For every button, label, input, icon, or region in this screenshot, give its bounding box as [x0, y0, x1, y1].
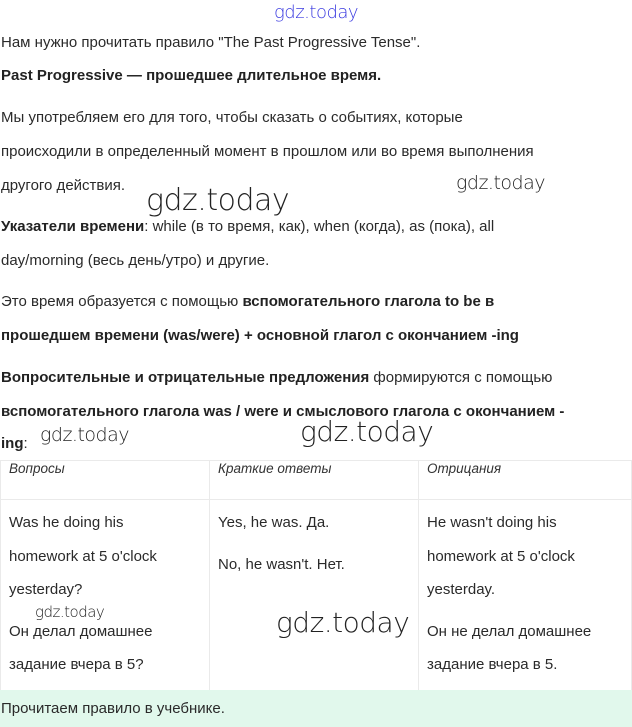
- heading-text: Past Progressive — прошедшее длительное время.: [1, 67, 382, 84]
- table-row: [1, 500, 632, 696]
- cell-question: [1, 500, 210, 696]
- paragraph: Мы употребляем его для того, чтобы сказать о событиях, которые: [1, 109, 463, 126]
- cell-line: задание вчера в 5.: [427, 656, 558, 673]
- bold-text: Вопросительные и отрицательные предложения: [1, 369, 370, 386]
- paragraph: [1, 217, 494, 237]
- bold-text: прошедшем времени (was/were) + основной глагол с окончанием -ing: [1, 327, 519, 344]
- text: Это время образуется с помощью: [1, 293, 243, 310]
- paragraph: [1, 434, 28, 454]
- cell-negative: [419, 500, 632, 696]
- paragraph: Нам нужно прочитать правило "The Past Progressive Tense".: [1, 34, 421, 51]
- watermark: gdz.today: [300, 415, 434, 448]
- table-header-row: [1, 461, 632, 500]
- watermark: gdz.today: [40, 424, 129, 446]
- header-questions: Вопросы: [1, 461, 210, 500]
- paragraph: [1, 402, 564, 422]
- watermark: gdz.today: [146, 183, 290, 218]
- watermark: gdz.today: [276, 606, 410, 639]
- cell-line: He wasn't doing his: [427, 514, 557, 531]
- cell-line: homework at 5 o'clock: [427, 547, 575, 565]
- cell-line: No, he wasn't. Нет.: [218, 555, 345, 573]
- footer-note: Прочитаем правило в учебнике.: [0, 690, 632, 727]
- paragraph: [1, 368, 552, 388]
- paragraph: [1, 326, 519, 346]
- paragraph: day/morning (весь день/утро) и другие.: [1, 252, 270, 269]
- text: : while (в то время, как), when (когда), as (пока), all: [144, 218, 495, 235]
- header-negatives: Отрицания: [419, 461, 632, 500]
- bold-text: вспомогательного глагола was / were и смыслового глагола с окончанием -: [1, 403, 565, 420]
- paragraph: другого действия.: [1, 177, 126, 194]
- cell-line: задание вчера в 5?: [9, 656, 144, 673]
- bold-text: ing: [1, 435, 24, 452]
- cell-line: Yes, he was. Да.: [218, 514, 330, 531]
- header-short-answers: Краткие ответы: [210, 461, 419, 500]
- cell-short-answer: [210, 500, 419, 696]
- cell-line: Он не делал домашнее: [427, 622, 592, 640]
- cell-line: yesterday.: [427, 581, 496, 598]
- tense-table: [0, 460, 632, 696]
- watermark: gdz.today: [35, 603, 105, 621]
- cell-line: Он делал домашнее: [9, 622, 153, 640]
- bold-text: вспомогательного глагола to be в: [242, 293, 495, 310]
- paragraph: [1, 292, 494, 312]
- cell-line: yesterday?: [9, 581, 83, 598]
- text: формируются с помощью: [369, 369, 553, 386]
- watermark: gdz.today: [456, 172, 545, 194]
- bold-text: Указатели времени: [1, 218, 145, 235]
- cell-line: Was he doing his: [9, 514, 124, 531]
- watermark: gdz.today: [274, 2, 359, 23]
- paragraph: происходили в определенный момент в прошлом или во время выполнения: [1, 143, 534, 160]
- text: :: [23, 435, 28, 452]
- cell-line: homework at 5 o'clock: [9, 547, 157, 565]
- heading: [1, 66, 381, 86]
